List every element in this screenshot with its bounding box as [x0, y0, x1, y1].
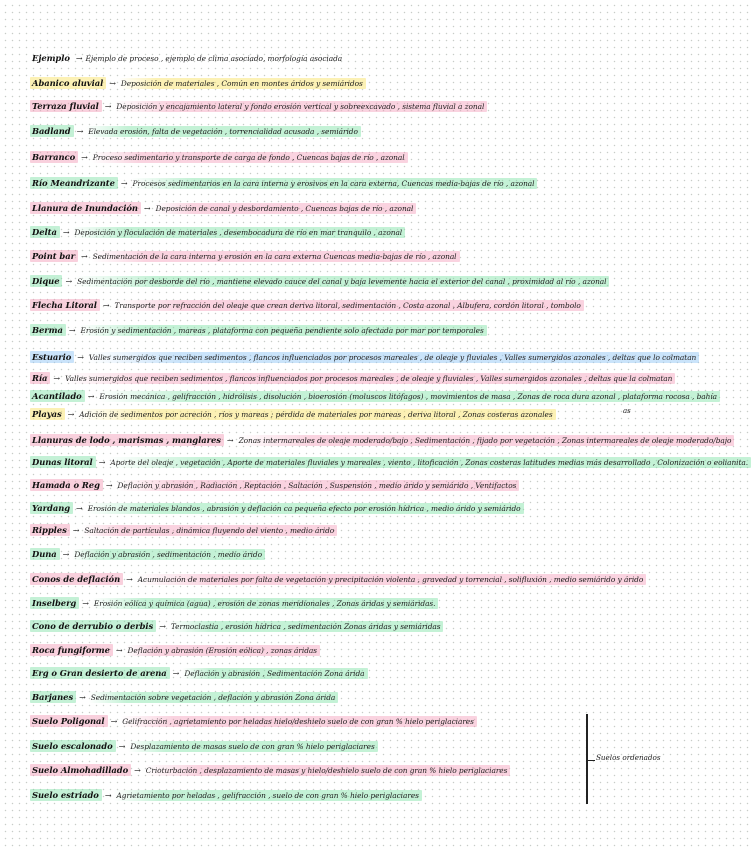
- note-description: Deflación y abrasión , Radiación , Reptación , Saltación , Suspensión , medio árido y semiárido , Ventifactos: [116, 480, 520, 491]
- note-description: Sedimentación sobre vegetación , deflación y abrasión Zona árida: [89, 692, 338, 703]
- note-description: Valles sumergidos que reciben sedimentos , flancos influenciados por procesos mareales , de oleaje y fluviales , Valles sumergidos azonales , deltas que la colmatan: [63, 373, 675, 384]
- arrow-icon: →: [109, 78, 116, 88]
- note-row: [30, 74, 625, 92]
- arrow-icon: →: [76, 503, 83, 513]
- arrow-icon: →: [118, 741, 126, 751]
- note-row: [30, 594, 625, 612]
- note-row: [30, 97, 625, 115]
- note-description: Deposición y floculación de materiales , desembocadura de río en mar tranquilo , azonal: [72, 227, 405, 238]
- note-row: [30, 712, 625, 730]
- note-term: Llanuras de lodo , marismas , manglares: [30, 434, 224, 446]
- note-description: Zonas intermareales de oleaje moderado/bajo , Sedimentación , fijado por vegetación , Zonas intermareales de oleaje moderado/bajo: [237, 435, 735, 446]
- note-row: [30, 387, 718, 405]
- arrow-icon: →: [72, 525, 80, 535]
- arrow-icon: →: [82, 598, 89, 608]
- note-row: [30, 453, 749, 471]
- margin-note: as: [623, 407, 631, 415]
- note-term: Point bar: [30, 250, 78, 262]
- arrow-icon: →: [76, 126, 84, 136]
- bracket-label: Suelos ordenados: [596, 753, 661, 762]
- arrow-icon: →: [104, 790, 112, 800]
- note-description: Desplazamiento de masas suelo de con gran % hielo periglaciares: [128, 741, 377, 752]
- note-term: Suelo escalonado: [30, 740, 116, 752]
- arrow-icon: →: [172, 668, 180, 678]
- note-description: Erosión mecánica , gelifracción , hidrólisis , disolución , bioerosión (moluscos litófagos) , movimientos de masa , Zonas de roca dura azonal , plataforma rocosa , bahía: [97, 391, 720, 402]
- arrow-icon: →: [143, 203, 151, 213]
- note-term: Llanura de Inundación: [30, 202, 141, 214]
- note-term: Erg o Gran desierto de arena: [30, 667, 170, 679]
- arrow-icon: →: [81, 152, 88, 162]
- arrow-icon: →: [65, 276, 73, 286]
- note-term: Ría: [30, 372, 50, 384]
- note-term: Duna: [30, 548, 60, 560]
- note-term: Delta: [30, 226, 60, 238]
- note-description: Crioturbación , desplazamiento de masas y hielo/deshielo suelo de con gran % hielo periglaciares: [144, 765, 511, 776]
- note-description: Elevada erosión, falta de vegetación , torrencialidad acusada , semiárido: [86, 126, 361, 137]
- note-row: [30, 348, 697, 366]
- note-row: [30, 223, 625, 241]
- note-description: Deposición y encajamiento lateral y fondo erosión vertical y sobreexcavado , sistema fluvial a zonal: [114, 101, 487, 112]
- note-row: [30, 431, 732, 449]
- arrow-icon: →: [134, 765, 141, 775]
- note-term: Acantilado: [30, 390, 85, 402]
- arrow-icon: →: [62, 227, 70, 237]
- arrow-icon: →: [159, 621, 166, 631]
- note-description: Deposición de canal y desbordamiento , Cuencas bajas de río , azonal: [154, 203, 417, 214]
- note-term: Flecha Litoral: [30, 299, 100, 311]
- note-row: [30, 499, 625, 517]
- note-term: Suelo estriado: [30, 789, 102, 801]
- note-term: Estuario: [30, 351, 74, 363]
- note-row: [30, 664, 625, 682]
- arrow-icon: →: [102, 300, 110, 310]
- note-row: [30, 405, 625, 423]
- arrow-icon: →: [110, 716, 118, 726]
- arrow-icon: →: [67, 409, 75, 419]
- note-description: Adición de sedimentos por acreción , ríos y mareas ; pérdida de materiales por mareas , deriva litoral , Zonas costeras azonales: [77, 409, 555, 420]
- note-description: Saltación de partículas , dinámica fluyendo del viento , medio árido: [82, 525, 337, 536]
- note-row: [30, 476, 625, 494]
- note-term: Badland: [30, 125, 74, 137]
- note-term: Terraza fluvial: [30, 100, 102, 112]
- note-term: Conos de deflación: [30, 573, 123, 585]
- note-row: [30, 199, 625, 217]
- note-description: Agrietamiento por heladas , gelifracción , suelo de con gran % hielo periglaciares: [114, 790, 421, 801]
- arrow-icon: →: [104, 101, 112, 111]
- note-description: Proceso sedimentario y transporte de carga de fondo , Cuencas bajas de río , azonal: [91, 152, 408, 163]
- note-row: [30, 296, 625, 314]
- note-description: Procesos sedimentarios en la cara interna y erosivos en la cara externa, Cuencas media-bajas de río , azonal: [131, 178, 538, 189]
- note-row: [30, 272, 625, 290]
- bracket-line: [586, 714, 588, 804]
- note-description: Deflación y abrasión , Sedimentación Zona árida: [182, 668, 367, 679]
- note-description: Aporte del oleaje , vegetación , Aporte de materiales fluviales y mareales , viento , litoficación , Zonas costeras latitudes medias más desarrollado , Colonización o eolianita.: [108, 457, 751, 468]
- note-description: Deposición de materiales , Común en montes áridos y semiáridos: [119, 78, 366, 89]
- note-description: Deflación y abrasión , sedimentación , medio árido: [72, 549, 265, 560]
- arrow-icon: →: [105, 480, 113, 490]
- note-row: [30, 148, 625, 166]
- note-term: Río Meandrizante: [30, 177, 118, 189]
- note-term: Inselberg: [30, 597, 79, 609]
- note-row: [30, 521, 625, 539]
- arrow-icon: →: [115, 645, 123, 655]
- note-description: Termoclastia , erosión hídrica , sedimentación Zonas áridas y semiáridas: [169, 621, 444, 632]
- note-row: [30, 247, 625, 265]
- note-term: Playas: [30, 408, 65, 420]
- note-row: [30, 570, 644, 588]
- note-term: Roca fungiforme: [30, 644, 113, 656]
- note-row: [30, 369, 673, 387]
- note-term: Ripples: [30, 524, 70, 536]
- note-row: [30, 545, 625, 563]
- note-term: Yardang: [30, 502, 73, 514]
- note-term: Hamada o Reg: [30, 479, 103, 491]
- arrow-icon: →: [77, 352, 84, 362]
- note-row: [30, 174, 625, 192]
- note-description: Erosión de materiales blandos , abrasión y deflación ca pequeña efecto por erosión hídrica , medio árido y semiárido: [86, 503, 524, 514]
- note-description: Erosión eólica y química (agua) , erosión de zonas meridionales , Zonas áridas y semiáridas.: [92, 598, 439, 609]
- arrow-icon: →: [126, 574, 133, 584]
- note-row: [30, 321, 625, 339]
- note-description: Gelifracción , agrietamiento por heladas hielo/deshielo suelo de con gran % hielo periglaciares: [120, 716, 477, 727]
- note-row: [30, 49, 625, 67]
- arrow-icon: →: [53, 373, 61, 383]
- note-term: Cono de derrubio o derbis: [30, 620, 156, 632]
- note-description: Deflación y abrasión (Erosión eólica) , zonas áridas: [126, 645, 320, 656]
- arrow-icon: →: [80, 251, 88, 261]
- note-term: Suelo Almohadillado: [30, 764, 131, 776]
- note-description: Erosión y sedimentación , mareas , plataforma con pequeña pendiente solo afectada por mar por temporales: [79, 325, 487, 336]
- note-term: Berma: [30, 324, 66, 336]
- arrow-icon: →: [75, 53, 83, 63]
- note-row: [30, 617, 625, 635]
- arrow-icon: →: [120, 178, 128, 188]
- note-term: Barjanes: [30, 691, 76, 703]
- arrow-icon: →: [68, 325, 76, 335]
- note-term: Barranco: [30, 151, 78, 163]
- note-row: [30, 737, 625, 755]
- note-row: [30, 688, 625, 706]
- note-description: Transporte por refracción del oleaje que crean deriva litoral, sedimentación , Costa azonal , Albufera, cordón litoral , tombolo: [113, 300, 584, 311]
- note-term: Abanico aluvial: [30, 77, 106, 89]
- note-row: [30, 122, 625, 140]
- arrow-icon: →: [87, 391, 95, 401]
- note-description: Ejemplo de proceso , ejemplo de clima asociado, morfología asociada: [85, 53, 343, 63]
- note-row: [30, 641, 625, 659]
- note-term: Suelo Poligonal: [30, 715, 108, 727]
- note-term: Ejemplo: [32, 53, 70, 63]
- note-description: Valles sumergidos que reciben sedimentos , flancos influenciados por procesos mareales , de oleaje y fluviales , Valles sumergidos azonales , deltas que lo colmatan: [87, 352, 699, 363]
- bracket-tick: [587, 760, 595, 761]
- note-term: Dunas litoral: [30, 456, 96, 468]
- note-description: Acumulación de materiales por falta de vegetación y precipitación violenta , gravedad y torrencial , solifluxión , medio semiárido y árido: [136, 574, 646, 585]
- note-description: Sedimentación por desborde del río , mantiene elevado cauce del canal y baja levemente hacia el exterior del canal , proximidad al río , azonal: [75, 276, 609, 287]
- arrow-icon: →: [98, 457, 106, 467]
- note-term: Dique: [30, 275, 62, 287]
- arrow-icon: →: [62, 549, 70, 559]
- note-row: [30, 761, 625, 779]
- arrow-icon: →: [79, 692, 86, 702]
- arrow-icon: →: [226, 435, 234, 445]
- note-description: Sedimentación de la cara interna y erosión en la cara externa Cuencas media-bajas de río , azonal: [91, 251, 460, 262]
- note-row: [30, 786, 625, 804]
